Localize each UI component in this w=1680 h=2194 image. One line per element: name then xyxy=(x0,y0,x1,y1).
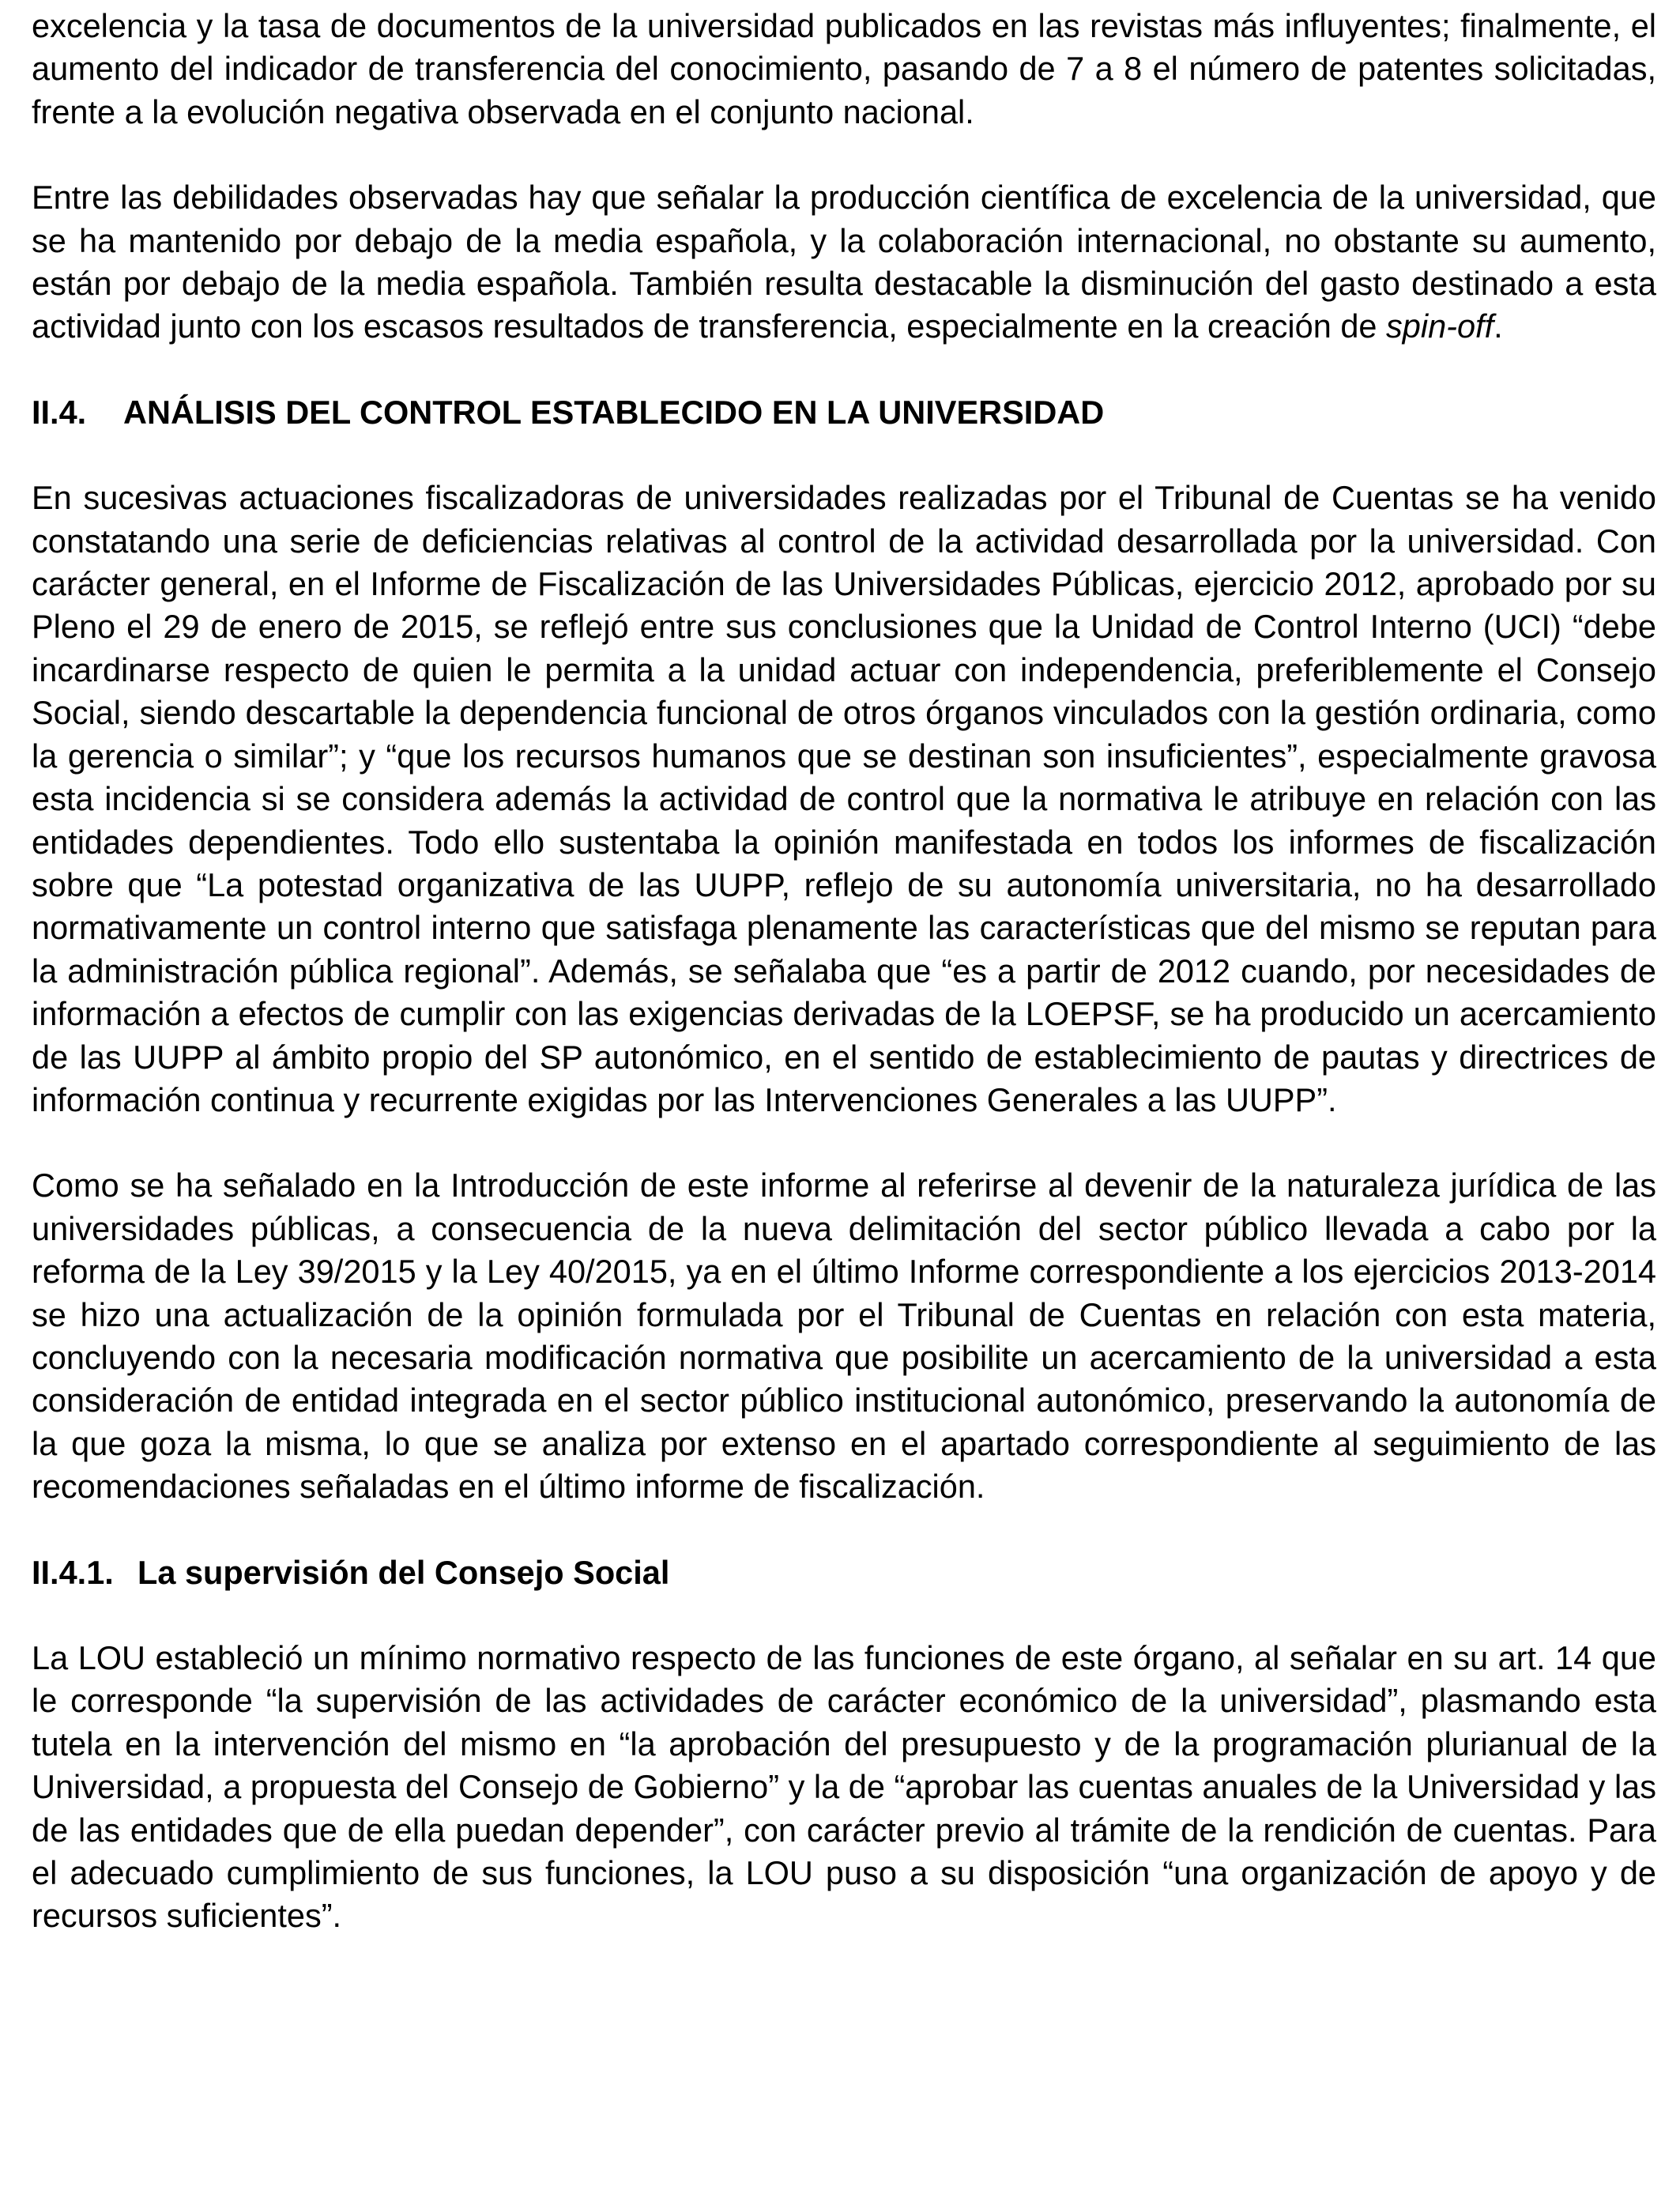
section-number: II.4. xyxy=(32,393,87,431)
paragraph-actuaciones-fiscalizadoras: En sucesivas actuaciones fiscalizadoras de universidades realizadas por el Tribunal de Cuentas se ha venido constatando una serie de deficiencias relativas al control de la actividad desarrollada por la universidad. Con carácter general, en el Informe de Fiscalización de las Universidades Públicas, ejercicio 2012, aprobado por su Pleno el 29 de enero de 2015, se reflejó entre sus conclusiones que la Unidad de Control Interno (UCI) “debe incardinarse respecto de quien le permita a la unidad actuar con independencia, preferiblemente el Consejo Social, siendo descartable la dependencia funcional de otros órganos vinculados con la gestión ordinaria, como la gerencia o similar”; y “que los recursos humanos que se destinan son insuficientes”, especialmente gravosa esta incidencia si se considera además la actividad de control que la normativa le atribuye en relación con las entidades dependientes. Todo ello sustentaba la opinión manifestada en todos los informes de fiscalización sobre que “La potestad organizativa de las UUPP, reflejo de su autonomía universitaria, no ha desarrollado normativamente un control interno que satisfaga plenamente las características que del mismo se reputan para la administración pública regional”. Además, se señalaba que “es a partir de 2012 cuando, por necesidades de información a efectos de cumplir con las exigencias derivadas de la LOEPSF, se ha producido un acercamiento de las UUPP al ámbito propio del SP autonómico, en el sentido de establecimiento de pautas y directrices de información continua y recurrente exigidas por las Intervenciones Generales a las UUPP”. xyxy=(32,479,1656,1118)
paragraph-introduccion-naturaleza: Como se ha señalado en la Introducción de este informe al referirse al devenir de la naturaleza jurídica de las universidades públicas, a consecuencia de la nueva delimitación del sector público llevada a cabo por la reforma de la Ley 39/2015 y la Ley 40/2015, ya en el último Informe correspondiente a los ejercicios 2013-2014 se hizo una actualización de la opinión formulada por el Tribunal de Cuentas en relación con esta materia, concluyendo con la necesaria modificación normativa que posibilite un acercamiento de la universidad a esta consideración de entidad integrada en el sector público institucional autonómico, preservando la autonomía de la que goza la misma, lo que se analiza por extenso en el apartado correspondiente al seguimiento de las recomendaciones señaladas en el último informe de fiscalización. xyxy=(32,1167,1656,1506)
paragraph-fortalezas-cont: excelencia y la tasa de documentos de la universidad publicados en las revistas más influyentes; finalmente, el aumento del indicador de transferencia del conocimiento, pasando de 7 a 8 el número de patentes solicitadas, frente a la evolución negativa observada en el conjunto nacional. xyxy=(32,7,1656,130)
section-title: ANÁLISIS DEL CONTROL ESTABLECIDO EN LA UNIVERSIDAD xyxy=(123,393,1105,431)
paragraph-debilidades-end: . xyxy=(1494,307,1503,345)
subsection-number: II.4.1. xyxy=(32,1553,114,1591)
subsection-title: La supervisión del Consejo Social xyxy=(137,1553,670,1591)
paragraph-debilidades-text: Entre las debilidades observadas hay que señalar la producción científica de excelencia de la universidad, que se ha mantenido por debajo de la media española, y la colaboración internacional, no obstante su aumento, están por debajo de la media española. También resulta destacable la disminución del gasto destinado a esta actividad junto con los escasos resultados de transferencia, especialmente en la creación de xyxy=(32,179,1656,345)
paragraph-debilidades xyxy=(32,176,1656,349)
section-heading-ii4 xyxy=(32,391,1656,434)
subsection-heading-ii41 xyxy=(32,1551,1656,1594)
spin-off-term: spin-off xyxy=(1386,307,1494,345)
paragraph-lou-consejo-social: La LOU estableció un mínimo normativo respecto de las funciones de este órgano, al señalar en su art. 14 que le corresponde “la supervisión de las actividades de carácter económico de la universidad”, plasmando esta tutela en la intervención del mismo en “la aprobación del presupuesto y de la programación plurianual de la Universidad, a propuesta del Consejo de Gobierno” y la de “aprobar las cuentas anuales de la Universidad y las de las entidades que de ella puedan depender”, con carácter previo al trámite de la rendición de cuentas. Para el adecuado cumplimiento de sus funciones, la LOU puso a su disposición “una organización de apoyo y de recursos suficientes”. xyxy=(32,1639,1656,1935)
document-page xyxy=(32,5,1656,1981)
